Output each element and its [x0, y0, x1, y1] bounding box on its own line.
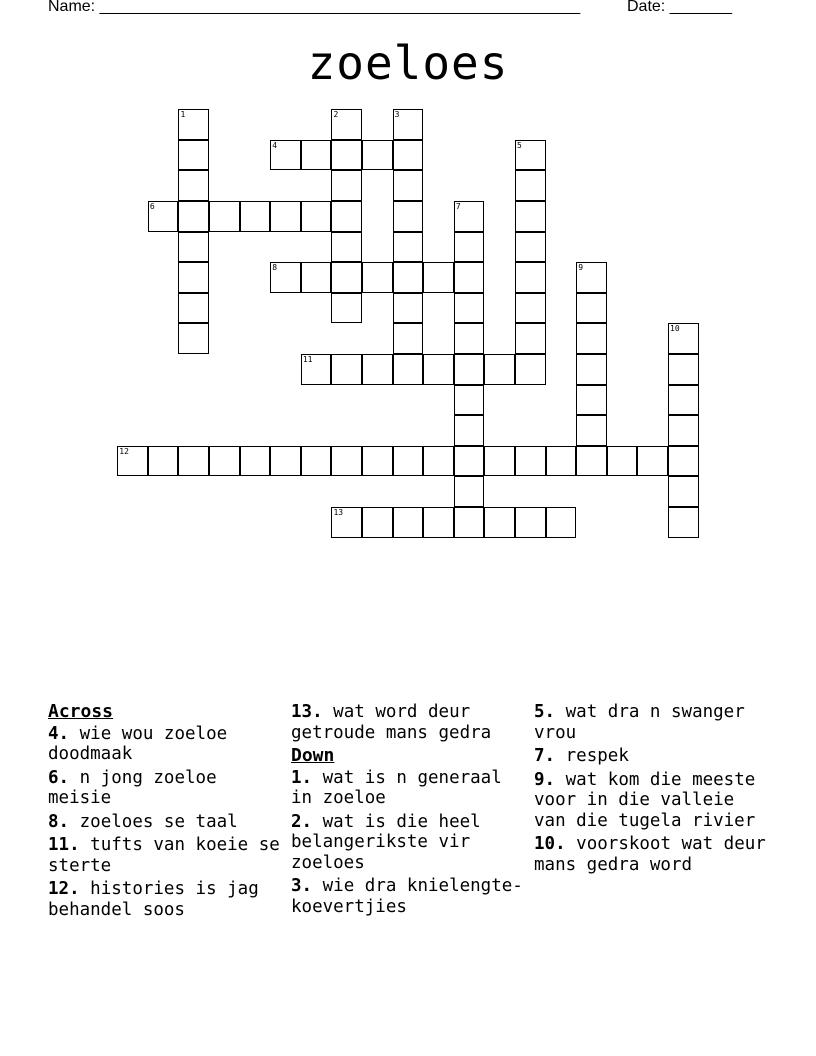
clue-number: 9: [578, 263, 584, 273]
crossword-cell[interactable]: [515, 507, 546, 538]
crossword-cell[interactable]: [362, 446, 393, 477]
crossword-cell[interactable]: [178, 446, 209, 477]
crossword-cell[interactable]: [484, 507, 515, 538]
crossword-cell[interactable]: [668, 385, 699, 416]
clue-number: 12: [119, 446, 129, 456]
crossword-cell[interactable]: [178, 232, 209, 263]
clue-number: 7: [455, 202, 461, 212]
crossword-cell[interactable]: [270, 446, 301, 477]
clue-number: 6: [149, 202, 155, 212]
page-title: zoeloes: [307, 36, 509, 90]
crossword-cell[interactable]: [331, 293, 362, 324]
crossword-cell[interactable]: [515, 354, 546, 385]
crossword-cell[interactable]: [178, 262, 209, 293]
clue-column-2: [291, 702, 527, 952]
crossword-cell[interactable]: [668, 476, 699, 507]
crossword-cell[interactable]: [393, 354, 424, 385]
crossword-cell[interactable]: [178, 170, 209, 201]
crossword-cell[interactable]: [393, 232, 424, 263]
crossword-cell[interactable]: [331, 232, 362, 263]
clue-across-12: 12. histories is jag behandel soos: [48, 879, 259, 920]
crossword-cell[interactable]: [331, 109, 362, 140]
crossword-cell[interactable]: [454, 323, 485, 354]
crossword-cell[interactable]: [668, 323, 699, 354]
crossword-cell[interactable]: [423, 354, 454, 385]
clue-number: 3: [394, 110, 400, 120]
date-field[interactable]: Date: _______: [627, 0, 732, 15]
clue-down-1: 1. wat is n generaal in zoeloe: [291, 767, 502, 808]
crossword-cell[interactable]: [454, 262, 485, 293]
clue-number: 11: [302, 355, 313, 365]
crossword-cell[interactable]: [668, 446, 699, 477]
crossword-cell[interactable]: [331, 354, 362, 385]
crossword-cell[interactable]: [178, 140, 209, 171]
crossword-cell[interactable]: [454, 293, 485, 324]
crossword-cell[interactable]: [668, 415, 699, 446]
crossword-cell[interactable]: [515, 232, 546, 263]
crossword-cell[interactable]: [454, 415, 485, 446]
crossword-cell[interactable]: [515, 262, 546, 293]
crossword-cell[interactable]: [454, 507, 485, 538]
crossword-cell[interactable]: [301, 201, 332, 232]
crossword-cell[interactable]: [576, 385, 607, 416]
crossword-cell[interactable]: [240, 446, 271, 477]
crossword-cell[interactable]: [515, 323, 546, 354]
crossword-cell[interactable]: [484, 354, 515, 385]
crossword-cell[interactable]: [178, 323, 209, 354]
crossword-cell[interactable]: [240, 201, 271, 232]
crossword-cell[interactable]: [301, 354, 332, 385]
clue-down-5: 5. wat dra n swanger vrou: [534, 702, 745, 743]
crossword-cell[interactable]: [209, 201, 240, 232]
crossword-cell[interactable]: [331, 262, 362, 293]
crossword-cell[interactable]: [546, 507, 577, 538]
crossword-cell[interactable]: [515, 446, 546, 477]
crossword-cell[interactable]: [515, 170, 546, 201]
crossword-cell[interactable]: [668, 507, 699, 538]
name-field[interactable]: Name: ______________________________________________________: [48, 0, 581, 15]
crossword-cell[interactable]: [423, 446, 454, 477]
crossword-cell[interactable]: [331, 446, 362, 477]
crossword-cell[interactable]: [637, 446, 668, 477]
crossword-cell[interactable]: [270, 201, 301, 232]
clue-number: 5: [517, 140, 522, 150]
clue-number: 4: [272, 140, 278, 150]
crossword-cell[interactable]: [454, 354, 485, 385]
clue-number: 13: [333, 508, 344, 518]
crossword-cell[interactable]: [209, 446, 240, 477]
crossword-cell[interactable]: [393, 507, 424, 538]
clue-number: 2: [333, 110, 339, 120]
crossword-cell[interactable]: [454, 201, 485, 232]
crossword-cell[interactable]: [393, 323, 424, 354]
crossword-cell[interactable]: [393, 140, 424, 171]
crossword-cell[interactable]: [454, 232, 485, 263]
crossword-cell[interactable]: [484, 446, 515, 477]
crossword-cell[interactable]: [393, 201, 424, 232]
clue-down-9: 9. wat kom die meeste voor in die valleie van die tugela rivier: [534, 769, 756, 831]
crossword-cell[interactable]: [393, 170, 424, 201]
crossword-cell[interactable]: [362, 507, 393, 538]
down-heading: Down: [291, 745, 335, 766]
crossword-cell[interactable]: [423, 507, 454, 538]
clue-across-13: 13. wat word deur getroude mans gedra: [291, 702, 492, 743]
crossword-cell[interactable]: [576, 323, 607, 354]
crossword-cell[interactable]: [576, 415, 607, 446]
crossword-cell[interactable]: [362, 262, 393, 293]
crossword-cell[interactable]: [607, 446, 638, 477]
crossword-cell[interactable]: [331, 507, 362, 538]
clue-down-3: 3. wie dra knielengte-koevertjies: [291, 876, 523, 917]
crossword-cell[interactable]: [576, 354, 607, 385]
crossword-cell[interactable]: [668, 354, 699, 385]
crossword-cell[interactable]: [270, 262, 301, 293]
crossword-cell[interactable]: [393, 262, 424, 293]
crossword-cell[interactable]: [148, 446, 179, 477]
crossword-cell[interactable]: [331, 140, 362, 171]
crossword-cell[interactable]: [546, 446, 577, 477]
crossword-cell[interactable]: [576, 293, 607, 324]
across-heading: Across: [48, 702, 114, 722]
clue-across-6: 6. n jong zoeloe meisie: [48, 767, 217, 808]
clue-across-4: 4. wie wou zoeloe doodmaak: [48, 723, 228, 764]
clue-down-2: 2. wat is die heel belangerikste vir zoeloes: [291, 811, 481, 873]
clue-down-10: 10. voorskoot wat deur mans gedra word: [534, 834, 766, 875]
clue-across-11: 11. tufts van koeie se sterte: [48, 835, 280, 876]
clue-number: 8: [272, 263, 278, 273]
crossword-cell[interactable]: [270, 140, 301, 171]
crossword-cell[interactable]: [178, 201, 209, 232]
crossword-cell[interactable]: [117, 446, 148, 477]
crossword-cell[interactable]: [423, 262, 454, 293]
clue-column-1: [48, 702, 284, 952]
crossword-cell[interactable]: [454, 476, 485, 507]
crossword-cell[interactable]: [301, 140, 332, 171]
crossword-cell[interactable]: [515, 140, 546, 171]
crossword-cell[interactable]: [576, 262, 607, 293]
crossword-cell[interactable]: [576, 446, 607, 477]
crossword-cell[interactable]: [515, 293, 546, 324]
clue-column-3: [534, 702, 774, 952]
crossword-cell[interactable]: [515, 201, 546, 232]
crossword-cell[interactable]: [362, 140, 393, 171]
crossword-cell[interactable]: [393, 293, 424, 324]
clue-across-8: 8. zoeloes se taal: [48, 811, 238, 832]
crossword-cell[interactable]: [301, 446, 332, 477]
crossword-cell[interactable]: [454, 385, 485, 416]
crossword-cell[interactable]: [178, 109, 209, 140]
clue-number: 1: [180, 110, 186, 120]
crossword-cell[interactable]: [393, 446, 424, 477]
crossword-cell[interactable]: [178, 293, 209, 324]
crossword-cell[interactable]: [454, 446, 485, 477]
crossword-cell[interactable]: [301, 262, 332, 293]
clue-down-7: 7. respek: [534, 746, 629, 766]
crossword-cell[interactable]: [148, 201, 179, 232]
crossword-cell[interactable]: [331, 170, 362, 201]
clue-number: 10: [670, 324, 680, 334]
crossword-cell[interactable]: [393, 109, 424, 140]
crossword-cell[interactable]: [331, 201, 362, 232]
crossword-cell[interactable]: [362, 354, 393, 385]
